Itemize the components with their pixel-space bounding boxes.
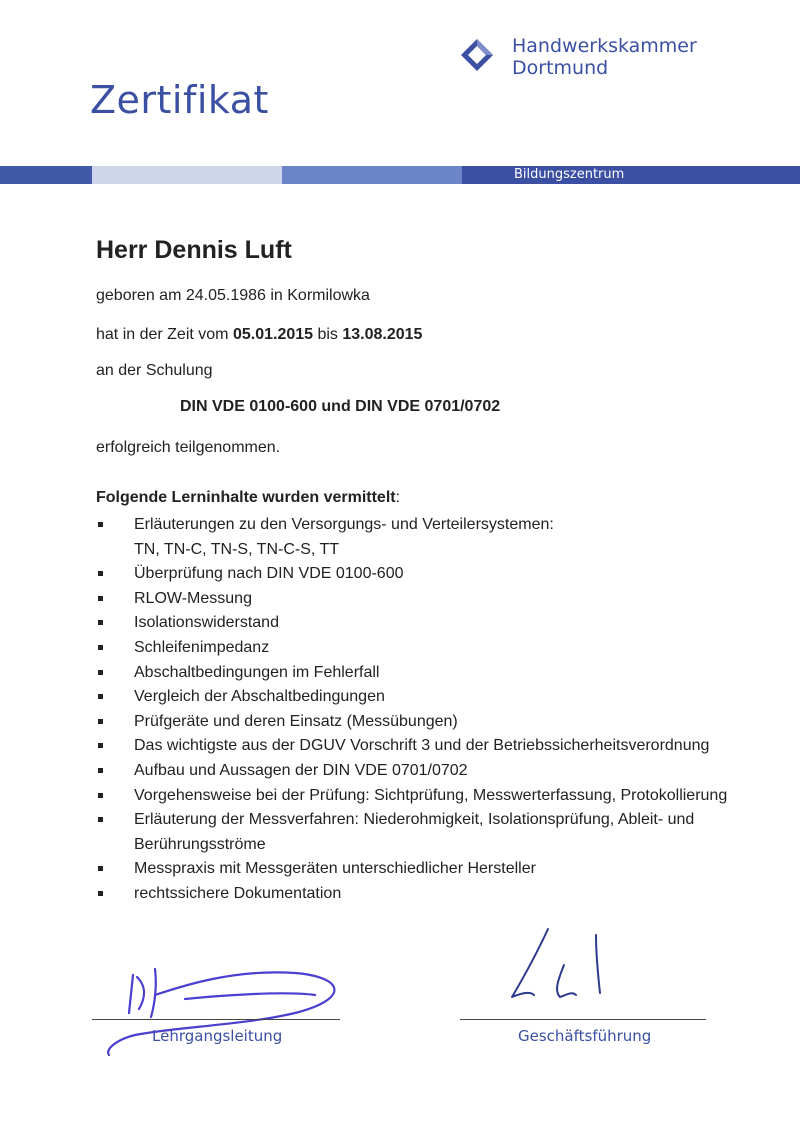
- contents-heading-colon: :: [395, 489, 401, 506]
- course-title: DIN VDE 0100-600 und DIN VDE 0701/0702: [180, 398, 501, 415]
- bullet-icon: [98, 891, 103, 896]
- contents-heading: [96, 489, 400, 507]
- list-item: [96, 734, 776, 759]
- list-item-text: Erläuterungen zu den Versorgungs- und Verteilersystemen:: [134, 516, 554, 533]
- list-item: [96, 636, 776, 661]
- bullet-icon: [98, 719, 103, 724]
- list-item: [96, 562, 776, 587]
- org-line-1: Handwerkskammer: [512, 35, 697, 57]
- bullet-icon: [98, 596, 103, 601]
- list-item-text: RLOW-Messung: [134, 589, 252, 607]
- list-item-text: Erläuterung der Messverfahren: Niederohmigkeit, Isolationsprüfung, Ableit- und Berührungsströme: [134, 811, 695, 853]
- list-item: [96, 661, 776, 686]
- bullet-icon: [98, 620, 103, 625]
- contents-list: [96, 513, 776, 907]
- training-intro: an der Schulung: [96, 362, 213, 379]
- header-band: [0, 166, 800, 184]
- recipient-name: Herr Dennis Luft: [96, 236, 292, 264]
- period-line: [96, 326, 422, 344]
- chamber-logo-icon: [460, 38, 494, 72]
- list-item-text: Überprüfung nach DIN VDE 0100-600: [134, 565, 404, 583]
- list-item-text: Messpraxis mit Messgeräten unterschiedlicher Hersteller: [134, 860, 536, 878]
- list-item-text: Aufbau und Aussagen der DIN VDE 0701/0702: [134, 761, 468, 779]
- list-item: [96, 587, 776, 612]
- bullet-icon: [98, 522, 103, 527]
- period-prefix: hat in der Zeit vom: [96, 326, 233, 343]
- list-item: [96, 611, 776, 636]
- list-item-text: Schleifenimpedanz: [134, 638, 270, 656]
- list-item-text: Das wichtigste aus der DGUV Vorschrift 3 und der Betriebssicherheitsverordnung: [134, 737, 710, 755]
- bullet-icon: [98, 768, 103, 773]
- bullet-icon: [98, 817, 103, 822]
- list-item: [96, 513, 776, 562]
- list-item-text: Prüfgeräte und deren Einsatz (Messübungen): [134, 712, 458, 730]
- list-item-text: Vergleich der Abschaltbedingungen: [134, 688, 385, 706]
- right-signature-label: Geschäftsführung: [518, 1027, 652, 1045]
- list-item-text: Abschaltbedingungen im Fehlerfall: [134, 663, 380, 681]
- list-item-continuation: TN, TN-C, TN-S, TN-C-S, TT: [134, 540, 340, 558]
- list-item: [96, 882, 776, 907]
- period-to: 13.08.2015: [342, 326, 423, 343]
- bullet-icon: [98, 743, 103, 748]
- list-item-text: Isolationswiderstand: [134, 614, 279, 632]
- bullet-icon: [98, 571, 103, 576]
- bullet-icon: [98, 694, 103, 699]
- list-item: [96, 784, 776, 809]
- period-mid: bis: [313, 326, 343, 343]
- org-line-2: Dortmund: [512, 57, 609, 79]
- list-item: [96, 685, 776, 710]
- right-signature-icon: [500, 925, 620, 1010]
- list-item: [96, 808, 776, 857]
- period-from: 05.01.2015: [232, 326, 314, 343]
- left-signature-line: [92, 1019, 340, 1020]
- list-item: [96, 759, 776, 784]
- left-signature-label: Lehrgangsleitung: [152, 1027, 283, 1045]
- result-line: erfolgreich teilgenommen.: [96, 439, 281, 456]
- left-signature-icon: [95, 955, 365, 1065]
- list-item: [96, 857, 776, 882]
- bullet-icon: [98, 866, 103, 871]
- list-item: [96, 710, 776, 735]
- right-signature-line: [460, 1019, 706, 1020]
- organization-name: [512, 35, 697, 79]
- certificate-title: Zertifikat: [90, 78, 269, 122]
- list-item-text: Vorgehensweise bei der Prüfung: Sichtprüfung, Messwerterfassung, Protokollierung: [134, 786, 728, 804]
- bullet-icon: [98, 670, 103, 675]
- contents-heading-text: Folgende Lerninhalte wurden vermittelt: [96, 489, 396, 506]
- bullet-icon: [98, 793, 103, 798]
- band-label: Bildungszentrum: [462, 166, 800, 184]
- bullet-icon: [98, 645, 103, 650]
- birth-line: geboren am 24.05.1986 in Kormilowka: [96, 287, 370, 304]
- list-item-text: rechtssichere Dokumentation: [134, 884, 342, 902]
